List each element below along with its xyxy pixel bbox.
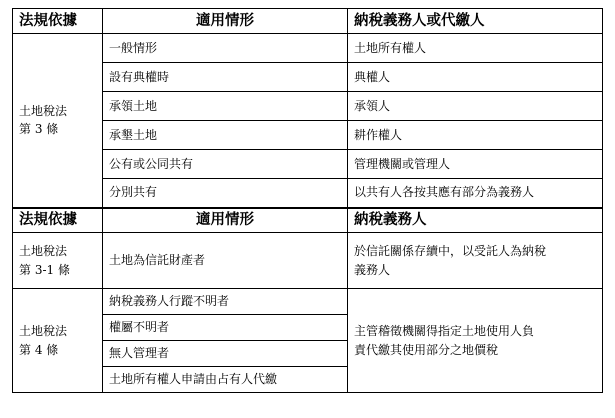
payer-line: 主管稽徵機關得指定土地使用人負 <box>354 323 535 338</box>
payer-cell: 承領人 <box>348 92 603 121</box>
payer-cell: 以共有人各按其應有部分為義務人 <box>348 179 603 208</box>
basis-law-name: 土地稅法 <box>19 323 68 338</box>
situation-cell: 權屬不明者 <box>103 315 348 341</box>
situation-cell: 承墾土地 <box>103 121 348 150</box>
situation-cell: 承領土地 <box>103 92 348 121</box>
situation-cell: 一般情形 <box>103 34 348 63</box>
table2-header-row <box>13 208 603 233</box>
table1-header-row <box>13 9 603 34</box>
payer-cell: 典權人 <box>348 63 603 92</box>
basis-law-name: 土地稅法 <box>19 243 68 258</box>
legal-basis-art4 <box>13 289 103 393</box>
basis-article: 第 3-1 條 <box>19 262 70 277</box>
payer-line: 責代繳其使用部分之地價稅 <box>354 342 499 357</box>
situation-cell: 土地為信託財產者 <box>103 233 348 289</box>
situation-cell: 公有或公同共有 <box>103 150 348 179</box>
basis-article: 第 4 條 <box>19 342 59 357</box>
payer-cell: 耕作權人 <box>348 121 603 150</box>
payer-cell: 管理機關或管理人 <box>348 150 603 179</box>
header-payer: 納稅義務人 <box>348 208 603 233</box>
situation-cell: 土地所有權人申請由占有人代繳 <box>103 367 348 393</box>
situation-cell: 無人管理者 <box>103 341 348 367</box>
payer-cell <box>348 289 603 393</box>
tax-obligor-table <box>12 8 603 393</box>
situation-cell: 納稅義務人行蹤不明者 <box>103 289 348 315</box>
basis-article: 第 3 條 <box>19 122 59 137</box>
header-legal-basis: 法規依據 <box>13 208 103 233</box>
header-situation: 適用情形 <box>103 208 348 233</box>
header-legal-basis: 法規依據 <box>13 9 103 34</box>
payer-cell <box>348 233 603 289</box>
legal-basis-art3 <box>13 34 103 208</box>
basis-law-name: 土地稅法 <box>19 103 68 118</box>
table-row <box>13 34 603 63</box>
payer-line: 義務人 <box>354 262 391 277</box>
payer-cell: 土地所有權人 <box>348 34 603 63</box>
table-row <box>13 289 603 315</box>
header-situation: 適用情形 <box>103 9 348 34</box>
table-row <box>13 233 603 289</box>
situation-cell: 設有典權時 <box>103 63 348 92</box>
situation-cell: 分別共有 <box>103 179 348 208</box>
legal-basis-art3-1 <box>13 233 103 289</box>
payer-line: 於信託關係存續中，以受託人為納稅 <box>354 243 547 258</box>
header-payer-or-agent: 納稅義務人或代繳人 <box>348 9 603 34</box>
